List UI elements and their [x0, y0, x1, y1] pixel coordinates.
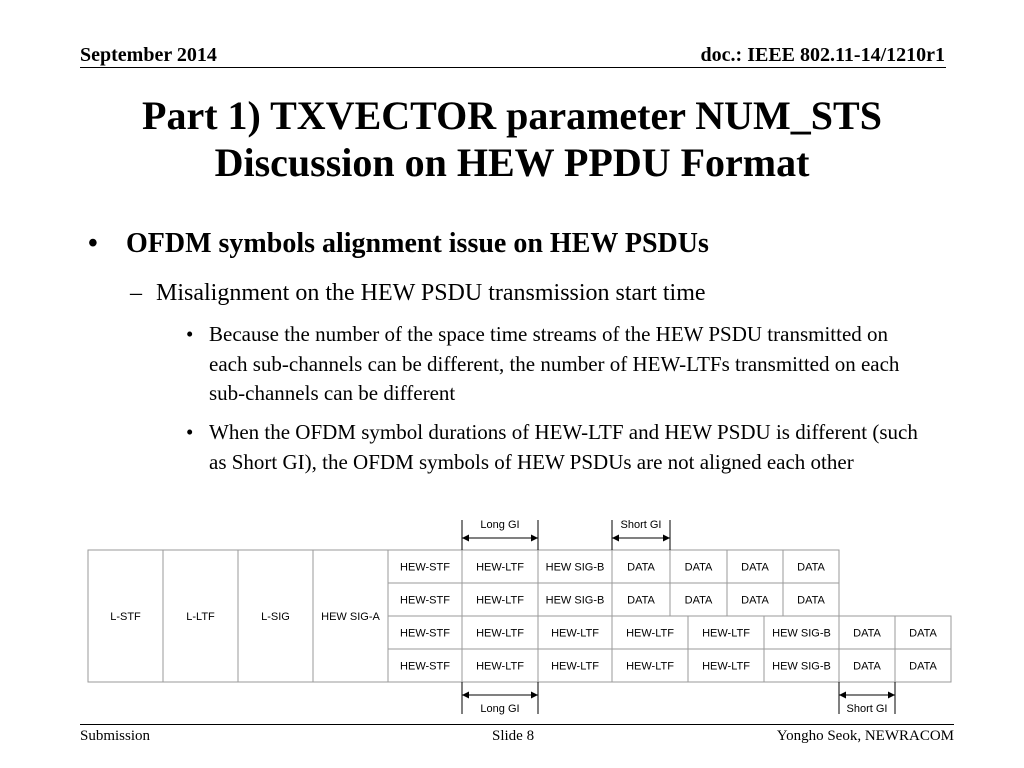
- footer-slide-number: Slide 8: [492, 728, 535, 744]
- bullet-level2-text: Misalignment on the HEW PSDU transmission start time: [156, 280, 706, 306]
- subchannel-field-label: HEW-LTF: [551, 627, 599, 640]
- bullet-level3-text: Because the number of the space time streams of the HEW PSDU transmitted on each sub-channels can be different, the number of HEW-LTFs transmitted on each sub-channels can be different: [209, 322, 900, 405]
- field-l-stf-label: L-STF: [110, 611, 141, 623]
- header-date: September 2014: [80, 44, 217, 66]
- top-long-gi-arrow-right-icon: [531, 535, 538, 542]
- subchannel-field-label: HEW-LTF: [476, 627, 524, 640]
- subchannel-field-label: HEW SIG-B: [545, 561, 605, 574]
- subchannel-field-label: DATA: [627, 594, 655, 607]
- subchannel-field-label: HEW-LTF: [626, 660, 674, 673]
- subchannel-field-label: HEW-LTF: [476, 561, 524, 574]
- bullet-dot-icon: •: [88, 228, 98, 259]
- bottom-short-gi-arrow-left-icon: [839, 692, 846, 699]
- subchannel-field-label: HEW-STF: [400, 627, 450, 640]
- subchannel-field-label: HEW-STF: [400, 561, 450, 574]
- footer-author: Yongho Seok, NEWRACOM: [776, 728, 954, 744]
- subchannel-field-label: DATA: [909, 660, 937, 673]
- bullet-dot-icon: •: [186, 322, 194, 346]
- bullet-level1-text: OFDM symbols alignment issue on HEW PSDUs: [126, 228, 709, 259]
- subchannel-field-label: DATA: [627, 561, 655, 574]
- subchannel-field-label: HEW-STF: [400, 660, 450, 673]
- subchannel-field-label: HEW-LTF: [702, 660, 750, 673]
- bottom-short-gi-arrow-right-icon: [888, 692, 895, 699]
- subchannel-field-label: HEW SIG-B: [772, 660, 831, 673]
- subchannel-field-label: DATA: [741, 561, 769, 574]
- bullet-dot-icon: •: [186, 420, 194, 444]
- bottom-long-gi-arrow-right-icon: [531, 692, 538, 699]
- field-hew-sig-a-label: HEW SIG-A: [321, 611, 380, 623]
- subchannel-field-label: DATA: [741, 594, 769, 607]
- top-short-gi-arrow-left-icon: [612, 535, 619, 542]
- subchannel-field-label: HEW SIG-B: [772, 627, 831, 640]
- top-long-gi-arrow-left-icon: [462, 535, 469, 542]
- bottom-short-gi-label: Short GI: [846, 703, 888, 715]
- subchannel-field-label: DATA: [684, 594, 713, 607]
- top-short-gi-arrow-right-icon: [663, 535, 670, 542]
- subchannel-field-label: DATA: [853, 660, 881, 673]
- header-doc-number: doc.: IEEE 802.11-14/1210r1: [700, 44, 945, 66]
- subchannel-field-label: HEW-LTF: [626, 627, 674, 640]
- subchannel-field-label: HEW-STF: [400, 594, 450, 607]
- footer-submission: Submission: [80, 728, 151, 744]
- subchannel-field-label: DATA: [797, 561, 825, 574]
- subchannel-field-label: HEW SIG-B: [545, 594, 605, 607]
- top-short-gi-label: Short GI: [620, 519, 662, 531]
- subchannel-field-label: HEW-LTF: [551, 660, 599, 673]
- field-l-ltf-label: L-LTF: [186, 611, 215, 623]
- title-line-2: Discussion on HEW PPDU Format: [214, 140, 810, 185]
- subchannel-field-label: DATA: [684, 561, 713, 574]
- dash-icon: –: [130, 280, 142, 306]
- bullet-level3-text: When the OFDM symbol durations of HEW-LTF and HEW PSDU is different (such as Short GI), the OFDM symbols of HEW PSDUs are not aligned each other: [209, 420, 918, 474]
- field-l-sig-label: L-SIG: [261, 611, 290, 623]
- top-long-gi-label: Long GI: [480, 519, 520, 531]
- footer-divider: [80, 724, 954, 725]
- bottom-long-gi-label: Long GI: [480, 703, 520, 715]
- title-line-1: Part 1) TXVECTOR parameter NUM_STS: [142, 93, 882, 138]
- subchannel-field-label: DATA: [853, 627, 881, 640]
- bottom-long-gi-arrow-left-icon: [462, 692, 469, 699]
- subchannel-field-label: DATA: [797, 594, 825, 607]
- subchannel-field-label: HEW-LTF: [476, 660, 524, 673]
- subchannel-field-label: HEW-LTF: [702, 627, 750, 640]
- subchannel-field-label: DATA: [909, 627, 937, 640]
- subchannel-field-label: HEW-LTF: [476, 594, 524, 607]
